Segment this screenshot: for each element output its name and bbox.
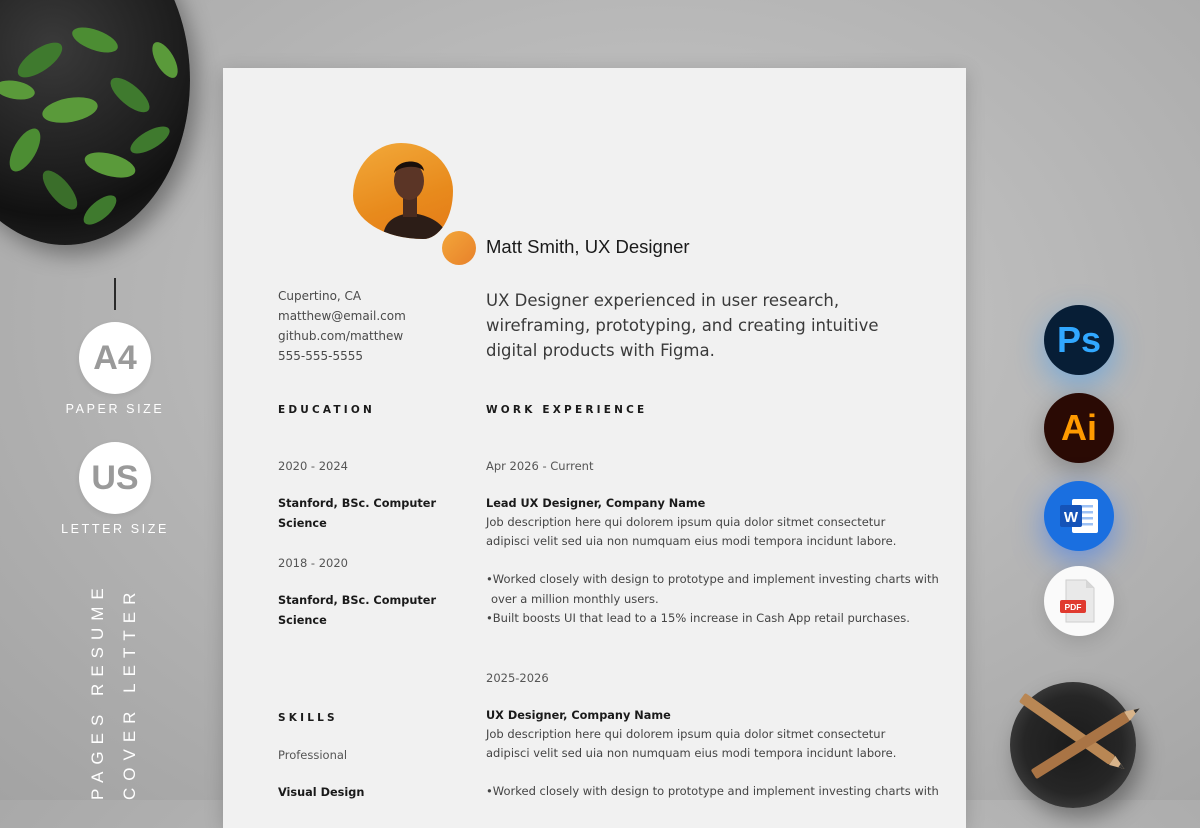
us-badge: US	[79, 442, 151, 514]
letter-size-caption: LETTER SIZE	[61, 522, 169, 536]
edu-dates-2: 2018 - 2020	[278, 556, 348, 570]
job-desc-1b: adipisci velit sed uia non numquam eius modi tempora incidunt labore.	[486, 534, 897, 548]
job-title-1: Lead UX Designer, Company Name	[486, 497, 706, 510]
word-icon	[1044, 481, 1114, 551]
skill-item: Visual Design	[278, 786, 365, 799]
edu-title-1b: Science	[278, 517, 327, 530]
contact-location: Cupertino, CA	[278, 289, 362, 303]
edu-title-2b: Science	[278, 614, 327, 627]
edu-title-2a: Stanford, BSc. Computer	[278, 594, 437, 607]
job-bullet-1c: •Built boosts UI that lead to a 15% increase in Cash App retail purchases.	[486, 611, 910, 625]
edu-title-1a: Stanford, BSc. Computer	[278, 497, 437, 510]
job-title-2: UX Designer, Company Name	[486, 709, 671, 722]
job-bullet-1a: •Worked closely with design to prototype and implement investing charts with	[486, 572, 939, 586]
pencils-image	[995, 685, 1165, 795]
resume-name: Matt Smith, UX Designer	[486, 236, 690, 257]
contact-github: github.com/matthew	[278, 329, 404, 343]
education-heading: EDUCATION	[278, 404, 376, 416]
edu-dates-1: 2020 - 2024	[278, 459, 348, 473]
svg-text:W: W	[1063, 509, 1079, 526]
contact-phone: 555-555-5555	[278, 349, 364, 363]
svg-text:PDF: PDF	[1064, 602, 1082, 612]
accent-dot	[442, 231, 476, 265]
plant-leaves-image	[0, 0, 200, 250]
vertical-text-pages: PAGES RESUME	[88, 581, 107, 800]
job-bullet-1b: over a million monthly users.	[491, 592, 659, 606]
vertical-text-cover: COVER LETTER	[120, 585, 139, 800]
job-desc-1a: Job description here qui dolorem ipsum quia dolor sitmet consectetur	[486, 515, 886, 529]
pdf-icon	[1044, 566, 1114, 636]
job-desc-2b: adipisci velit sed uia non numquam eius modi tempora incidunt labore.	[486, 746, 897, 760]
divider-line	[114, 278, 116, 310]
photoshop-icon: Ps	[1044, 305, 1114, 375]
skills-subheading: Professional	[278, 748, 348, 762]
work-heading: WORK EXPERIENCE	[486, 404, 648, 416]
job-dates-2: 2025-2026	[486, 671, 549, 685]
profile-photo	[353, 143, 453, 239]
contact-email: matthew@email.com	[278, 309, 406, 323]
job-desc-2a: Job description here qui dolorem ipsum quia dolor sitmet consectetur	[486, 727, 886, 741]
resume-paper	[223, 68, 966, 828]
a4-badge: A4	[79, 322, 151, 394]
job-bullet-2a: •Worked closely with design to prototype and implement investing charts with	[486, 784, 939, 798]
skills-heading: SKILLS	[278, 712, 338, 724]
resume-summary: UX Designer experienced in user research, wireframing, prototyping, and creating intuitive digital products with Figma.	[486, 291, 879, 360]
paper-size-caption: PAPER SIZE	[65, 402, 165, 416]
job-dates-1: Apr 2026 - Current	[486, 459, 594, 473]
illustrator-icon: Ai	[1044, 393, 1114, 463]
